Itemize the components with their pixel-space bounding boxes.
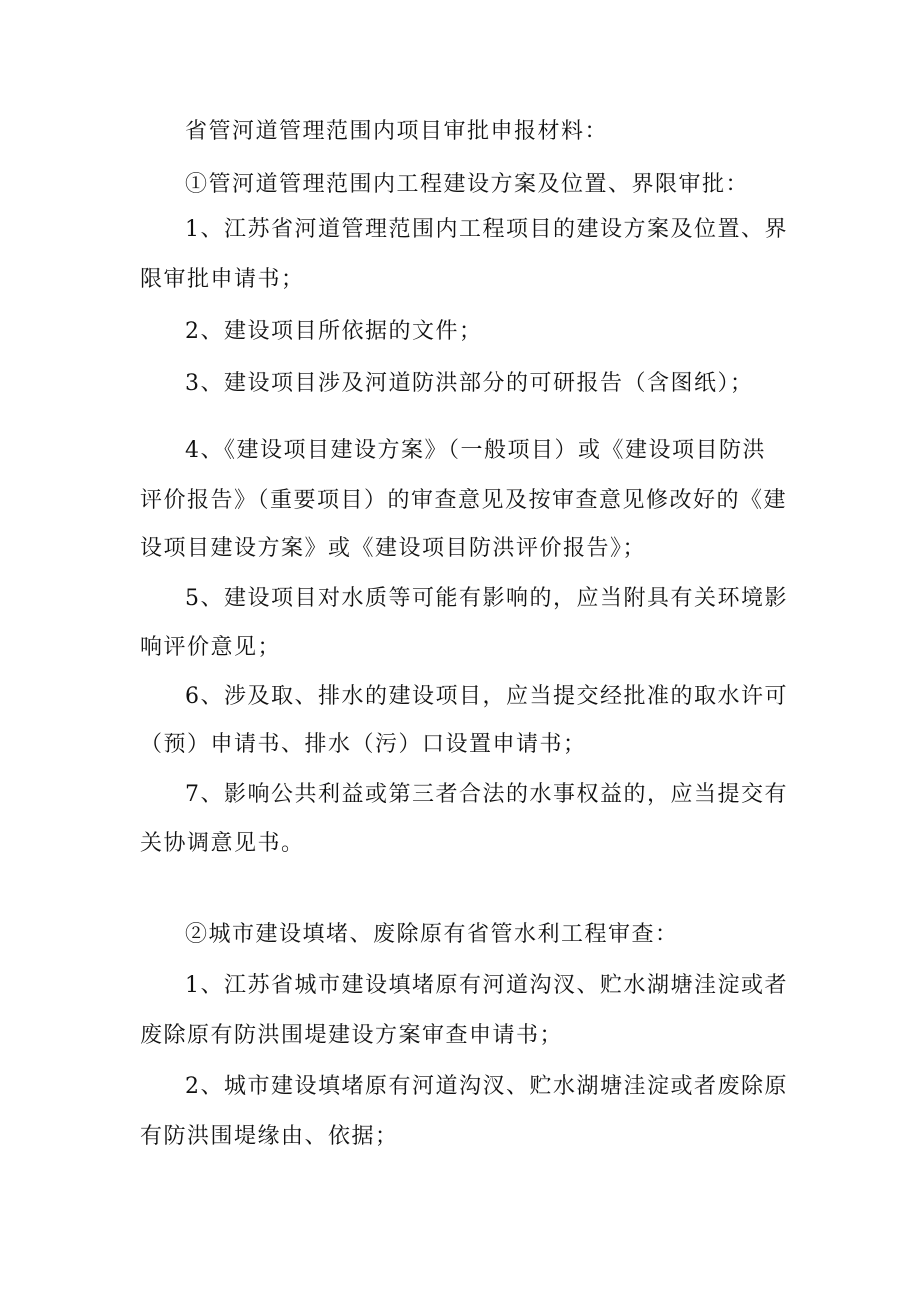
section1-item7-line2: 关协调意见书。 <box>140 831 305 856</box>
intro-heading: 省管河道管理范围内项目审批申报材料： <box>185 119 609 144</box>
section1-item5-line1: 5、建设项目对水质等可能有影响的，应当附具有关环境影 <box>185 586 788 611</box>
section2-item1-line1: 1、江苏省城市建设填堵原有河道沟汊、贮水湖塘洼淀或者 <box>185 973 788 998</box>
section1-item1-line1: 1、江苏省河道管理范围内工程项目的建设方案及位置、界 <box>185 217 788 242</box>
section1-title: ①管河道管理范围内工程建设方案及位置、界限审批： <box>185 172 750 197</box>
section1-item5-line2: 响评价意见； <box>140 635 282 660</box>
section1-item2-line1: 2、建设项目所依据的文件； <box>185 319 483 344</box>
section1-item4-line2: 评价报告》（重要项目）的审查意见及按审查意见修改好的《建 <box>140 488 788 513</box>
section1-item4-line3: 设项目建设方案》或《建设项目防洪评价报告》； <box>140 536 647 561</box>
section1-item6-line2: （预）申请书、排水（污）口设置申请书； <box>140 732 587 757</box>
section1-item6-line1: 6、涉及取、排水的建设项目，应当提交经批准的取水许可 <box>185 684 788 709</box>
section2-title: ②城市建设填堵、废除原有省管水利工程审查： <box>185 922 679 947</box>
section1-item4-line1: 4、《建设项目建设方案》（一般项目）或《建设项目防洪 <box>185 438 766 463</box>
section1-item1-line2: 限审批申请书； <box>140 267 305 292</box>
section2-item2-line2: 有防洪围堤缘由、依据； <box>140 1124 399 1149</box>
section1-item7-line1: 7、影响公共利益或第三者合法的水事权益的，应当提交有 <box>185 782 788 807</box>
section2-item1-line2: 废除原有防洪围堤建设方案审查申请书； <box>140 1023 564 1048</box>
section2-item2-line1: 2、城市建设填堵原有河道沟汊、贮水湖塘洼淀或者废除原 <box>185 1074 788 1099</box>
section1-item3-line1: 3、建设项目涉及河道防洪部分的可研报告（含图纸）； <box>185 371 754 396</box>
